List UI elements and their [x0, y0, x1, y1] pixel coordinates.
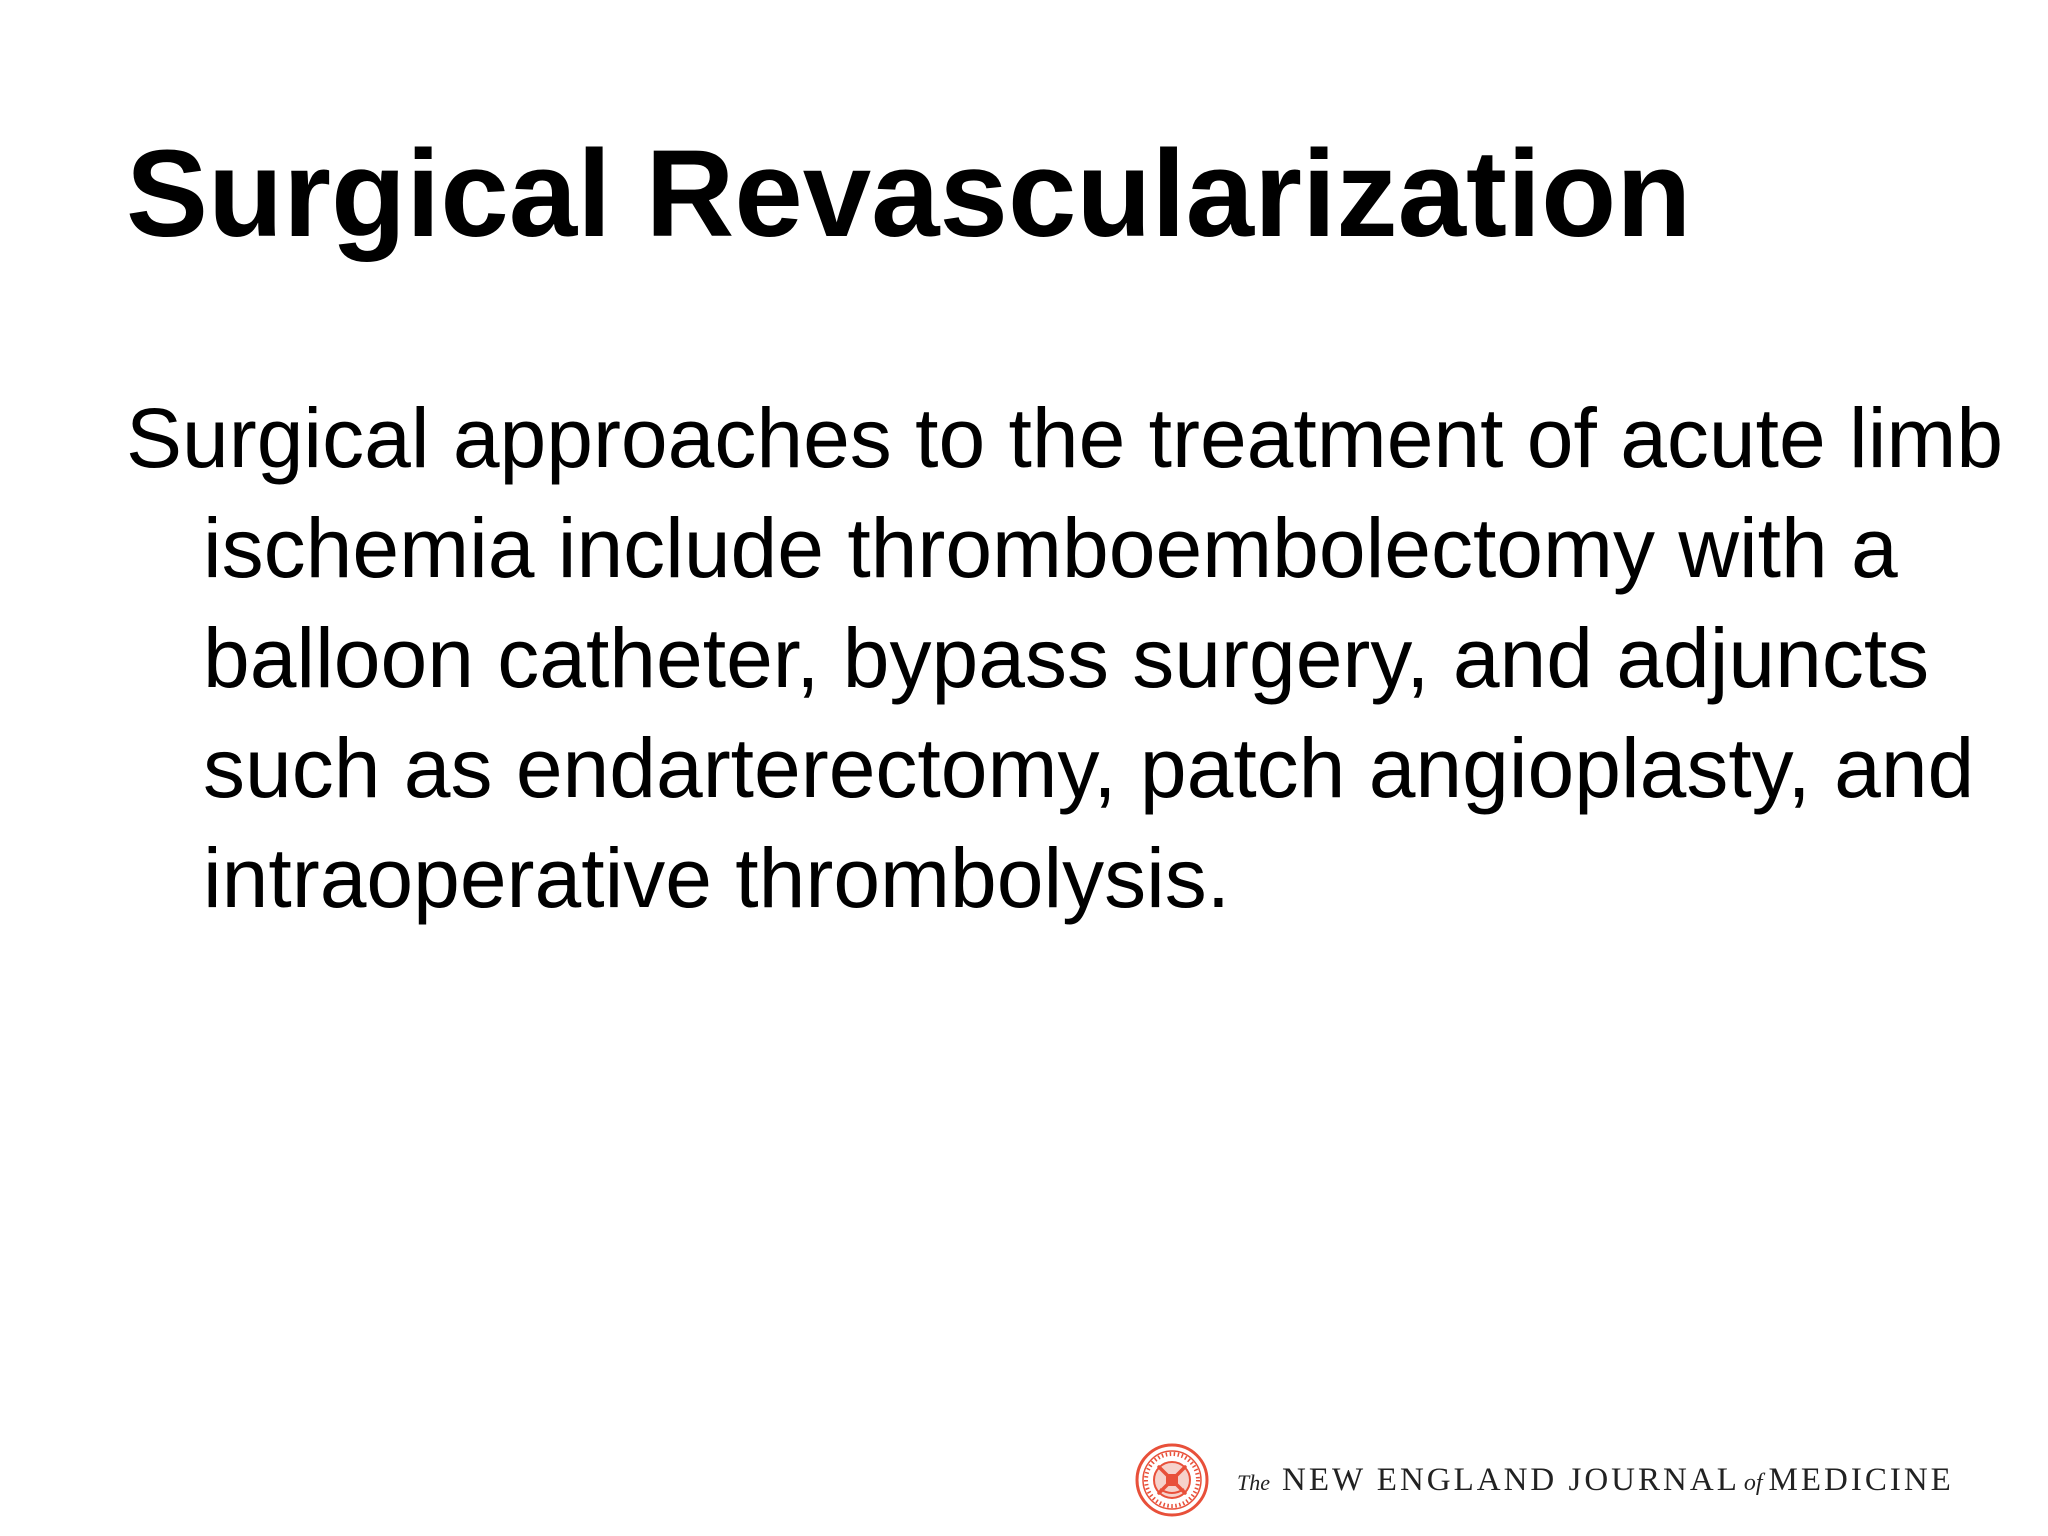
slide-title: Surgical Revascularization	[126, 126, 1692, 263]
journal-end: MEDICINE	[1768, 1461, 1954, 1498]
journal-name	[1237, 1462, 1954, 1499]
journal-main: NEW ENGLAND JOURNAL	[1282, 1461, 1740, 1498]
slide-body-text: Surgical approaches to the treatment of acute limb ischemia include thromboembolectomy with a balloon catheter, bypass surgery, and adjuncts such as endarterectomy, patch angioplasty, and intraoperative thrombolysis.	[126, 391, 2004, 925]
journal-of: of	[1743, 1469, 1763, 1496]
journal-prefix: The	[1237, 1469, 1270, 1495]
nejm-seal-icon	[1135, 1443, 1209, 1517]
journal-footer	[1135, 1440, 1954, 1520]
